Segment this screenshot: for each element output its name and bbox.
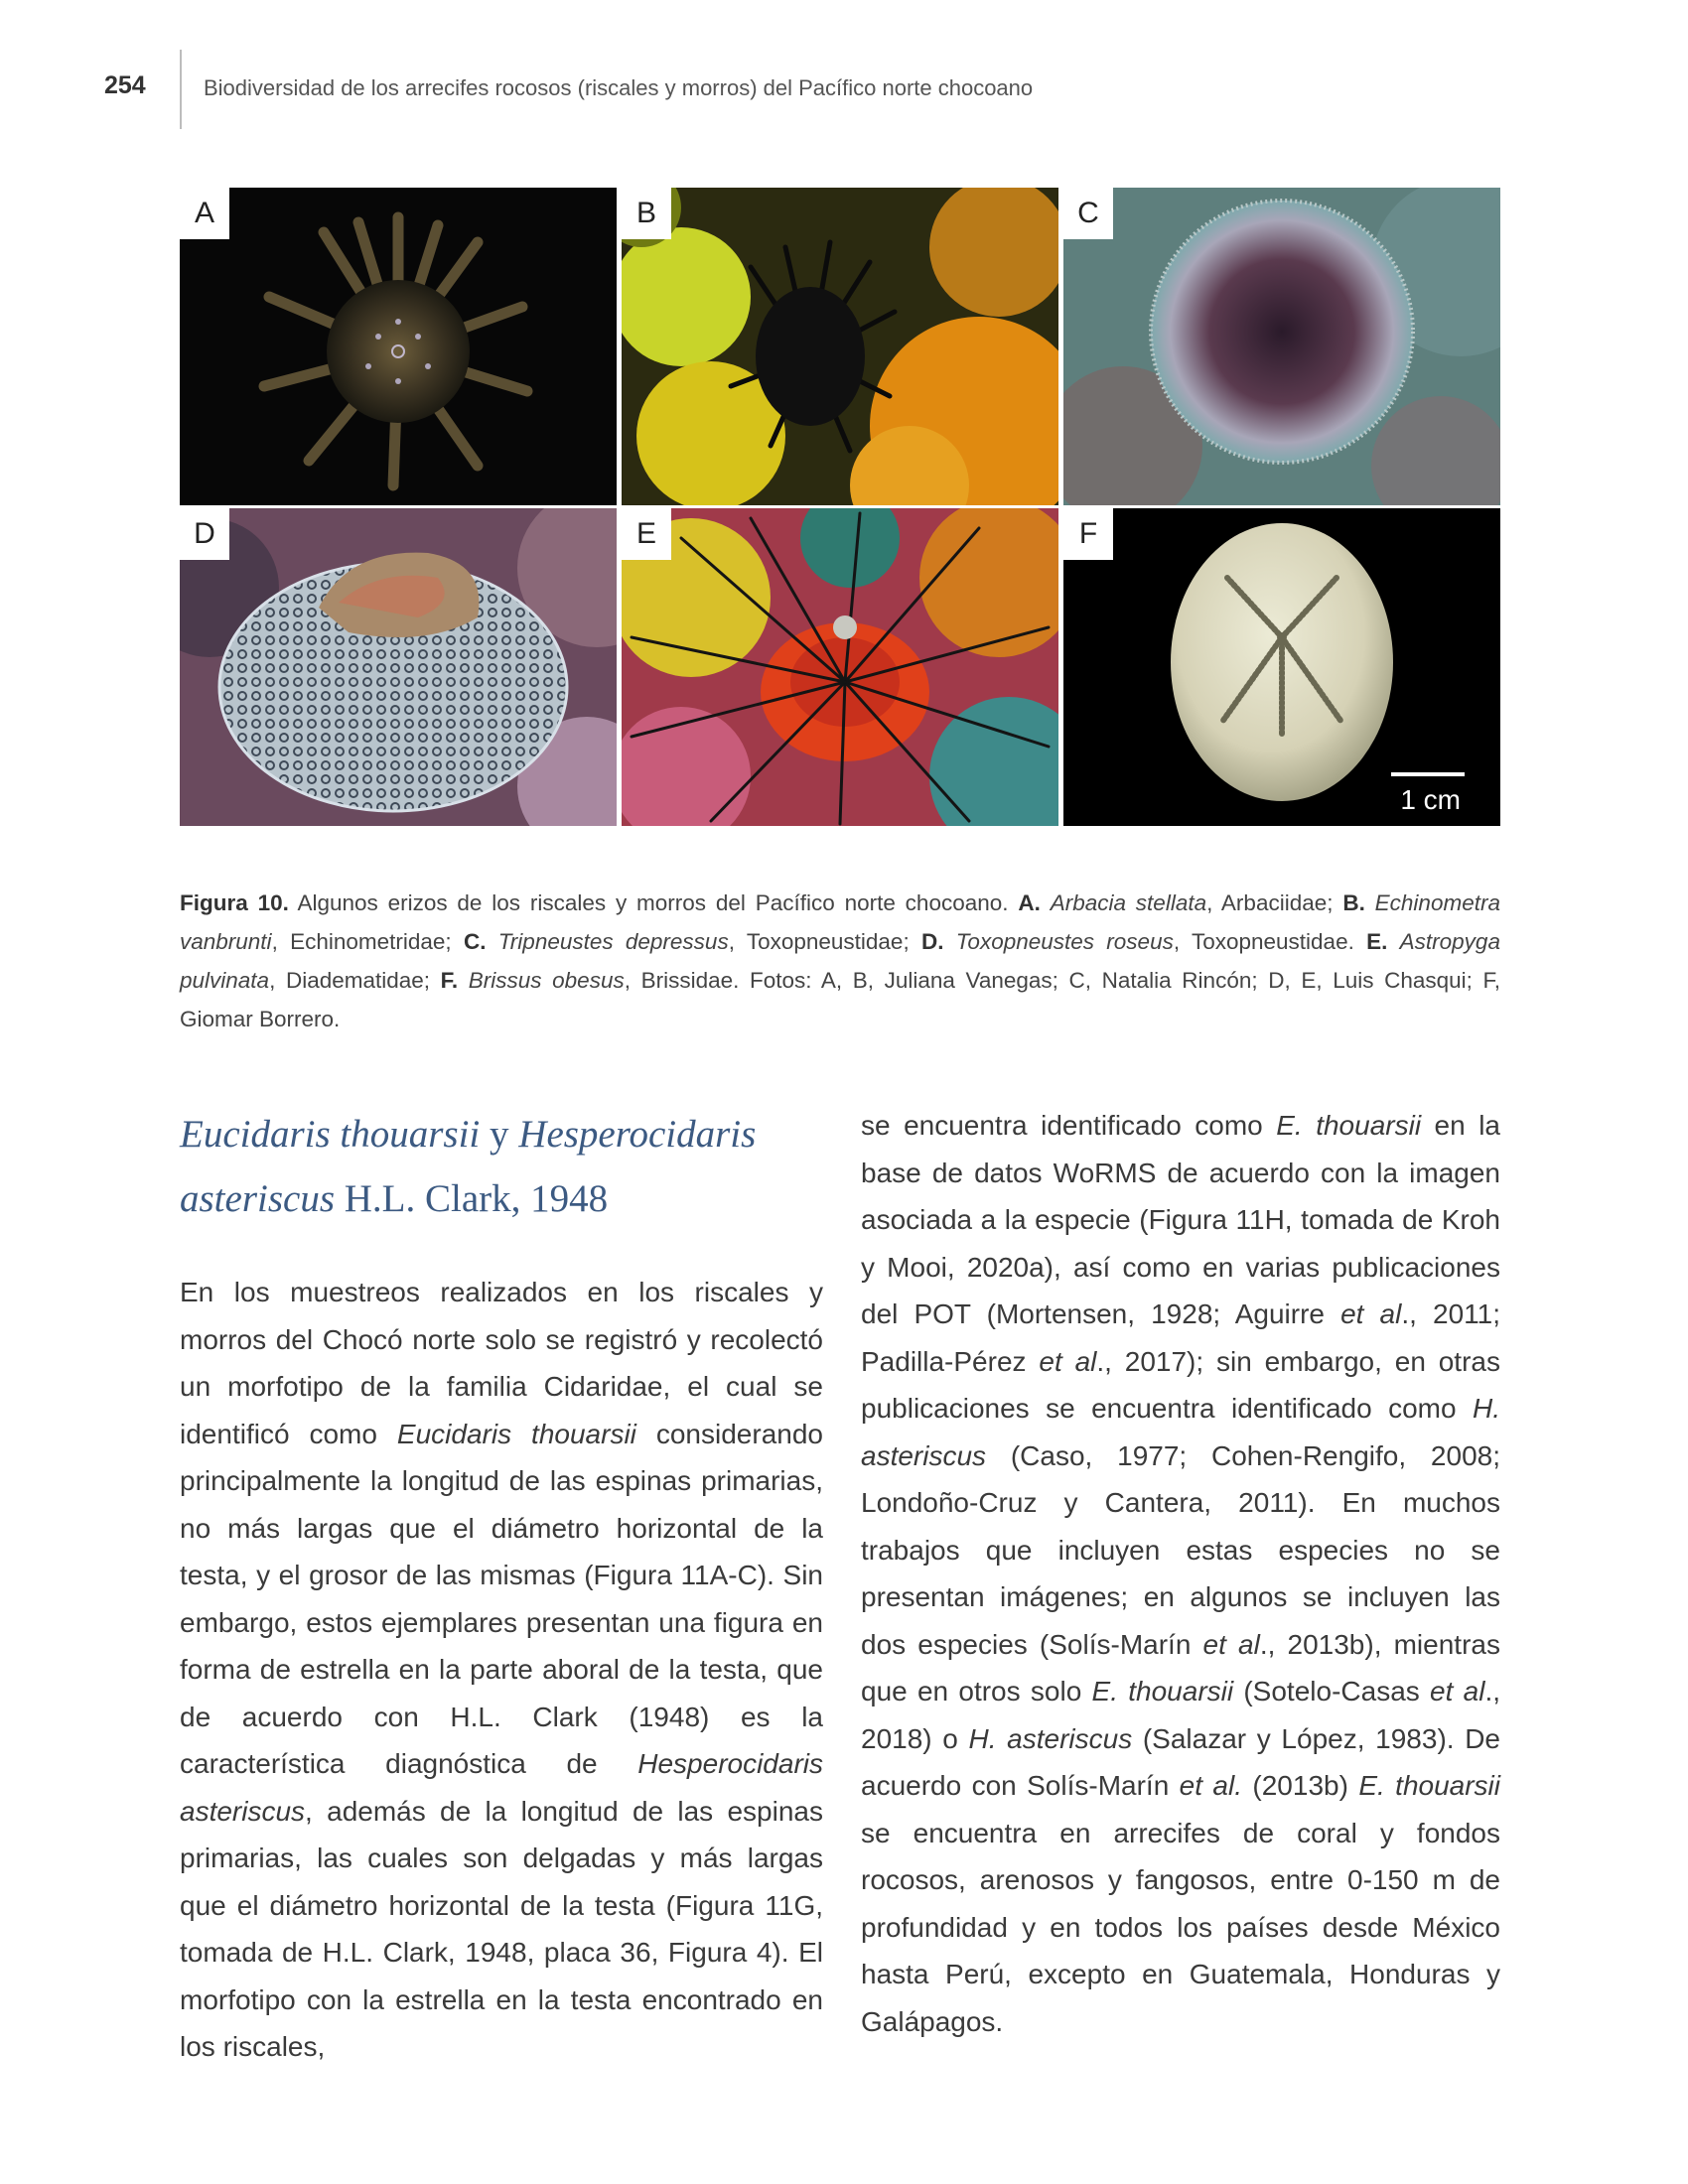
left-column xyxy=(180,1102,823,2071)
photo-e-astropyga-pulvinata xyxy=(622,508,1058,826)
body-paragraph-right: se encuentra identificado como E. thouarsii en la base de datos WoRMS de acuerdo con la imagen asociada a la especie (Figura 11H, tomada de Kroh y Mooi, 2020a), así como en varias publicaciones del POT (Mortensen, 1928; Aguirre et al., 2011; Padilla-Pérez et al., 2017); sin embargo, en otras publicaciones se encuentra identificado como H. asteriscus (Caso, 1977; Cohen-Rengifo, 2008; Londoño-Cruz y Cantera, 2011). En muchos trabajos que incluyen estas especies no se presentan imágenes; en algunos se incluyen las dos especies (Solís-Marín et al., 2013b), mientras que en otros solo E. thouarsii (Sotelo-Casas et al., 2018) o H. asteriscus (Salazar y López, 1983). De acuerdo con Solís-Marín et al. (2013b) E. thouarsii se encuentra en arrecifes de coral y fondos rocosos, arenosos y fangosos, entre 0-150 m de profundidad y en todos los países desde México hasta Perú, excepto en Guatemala, Honduras y Galápagos. xyxy=(861,1110,1500,2037)
panel-label-a: A xyxy=(180,188,229,239)
scale-bar xyxy=(1391,772,1465,776)
caption-figure-label: Figura 10. xyxy=(180,890,289,915)
panel-label-e: E xyxy=(622,508,671,560)
figure-10-grid xyxy=(180,188,1500,826)
running-title: Biodiversidad de los arrecifes rocosos (riscales y morros) del Pacífico norte chocoano xyxy=(204,75,1034,100)
panel-label-c: C xyxy=(1063,188,1113,239)
panel-label-b: B xyxy=(622,188,671,239)
caption-photo-credits: Fotos: A, B, Juliana Vanegas; C, Natalia Rincón; D, E, Luis Chasqui; F, Giomar Borrero. xyxy=(180,968,1500,1031)
photo-d-toxopneustes-roseus xyxy=(180,508,617,826)
page-header xyxy=(0,50,1688,131)
figure-caption: Figura 10. Algunos erizos de los riscales y morros del Pacífico norte chocoano. A. Arbacia stellata, Arbaciidae; B. Echinometra vanbrunti, Echinometridae; C. Tripneustes depressus, Toxopneustidae; D. Toxopneustes roseus, Toxopneustidae. E. Astropyga pulvinata, Diadematidae; F. Brissus obesus, Brissidae. Fotos: A, B, Juliana Vanegas; C, Natalia Rincón; D, E, Luis Chasqui; F, Giomar Borrero. xyxy=(180,890,1500,1031)
header-divider xyxy=(180,50,182,129)
page-number: 254 xyxy=(104,71,146,99)
scale-bar-label: 1 cm xyxy=(1400,784,1461,815)
photo-b-echinometra-vanbrunti xyxy=(622,188,1058,505)
body-paragraph-left: En los muestreos realizados en los riscales y morros del Chocó norte solo se registró y recolectó un morfotipo de la familia Cidaridae, el cual se identificó como Eucidaris thouarsii considerando principalmente la longitud de las espinas primarias, no más largas que el diámetro horizontal de la testa, y el grosor de las mismas (Figura 11A-C). Sin embargo, estos ejemplares presentan una figura en forma de estrella en la parte aboral de la testa, que de acuerdo con H.L. Clark (1948) es la característica diagnóstica de Hesperocidaris asteriscus, además de la longitud de las espinas primarias, las cuales son delgadas y más largas que el diámetro horizontal de la testa (Figura 11G, tomada de H.L. Clark, 1948, placa 36, Figura 4). El morfotipo con la estrella en la testa encontrado en los riscales, xyxy=(180,1277,823,2062)
section-heading: Eucidaris thouarsii y Hesperocidaris asteriscus H.L. Clark, 1948 xyxy=(180,1113,757,1220)
right-column xyxy=(861,1102,1500,2045)
panel-label-d: D xyxy=(180,508,229,560)
panel-label-f: F xyxy=(1063,508,1113,560)
photo-a-arbacia-stellata xyxy=(180,188,617,505)
photo-c-tripneustes-depressus xyxy=(1063,188,1500,505)
photo-f-brissus-obesus xyxy=(1063,508,1500,826)
